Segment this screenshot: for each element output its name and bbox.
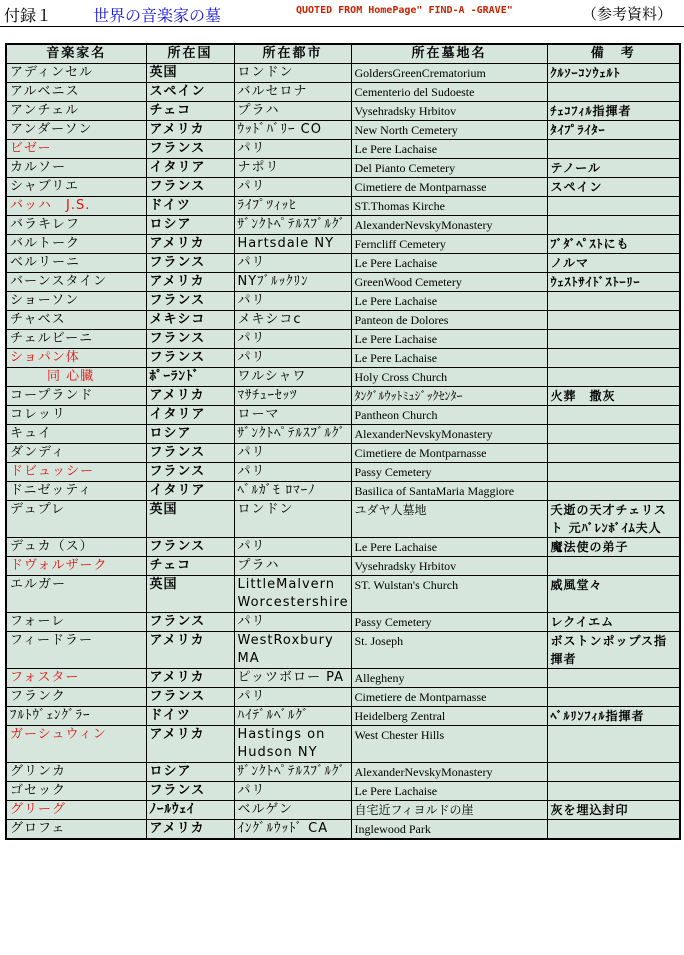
note-cell (547, 820, 680, 840)
note-cell (547, 688, 680, 707)
note-cell (547, 311, 680, 330)
city-cell: ﾗｲﾌﾟﾂｨｯﾋ (234, 197, 351, 216)
city-cell: パリ (234, 330, 351, 349)
note-cell (547, 463, 680, 482)
city-cell: パリ (234, 178, 351, 197)
city-cell: ﾏｻﾁｭｰｾｯﾂ (234, 387, 351, 406)
country-cell: 英国 (146, 501, 234, 538)
table-row (6, 501, 680, 538)
country-cell: アメリカ (146, 121, 234, 140)
cemetery-cell: Pantheon Church (351, 406, 547, 425)
composer-cell: コープランド (6, 387, 146, 406)
city-cell: ロンドン (234, 64, 351, 83)
note-cell (547, 349, 680, 368)
city-cell: パリ (234, 782, 351, 801)
table-row (6, 311, 680, 330)
cemetery-cell: Le Pere Lachaise (351, 538, 547, 557)
source-credit: QUOTED FROM HomePage" FIND-A -GRAVE" (296, 5, 513, 16)
cemetery-cell: ST. Wulstan's Church (351, 576, 547, 613)
table-row (6, 235, 680, 254)
note-cell: 灰を埋込封印 (547, 801, 680, 820)
composer-cell: ビゼー (6, 140, 146, 159)
column-header-composer: 音楽家名 (6, 44, 146, 64)
note-cell: 威風堂々 (547, 576, 680, 613)
cemetery-cell: ユダヤ人墓地 (351, 501, 547, 538)
page-header (0, 0, 684, 27)
composer-cell: エルガー (6, 576, 146, 613)
table-row (6, 64, 680, 83)
composer-cell: アルベニス (6, 83, 146, 102)
country-cell: アメリカ (146, 273, 234, 292)
composer-cell: グロフェ (6, 820, 146, 840)
country-cell: メキシコ (146, 311, 234, 330)
city-cell: メキシコc (234, 311, 351, 330)
graves-table-wrapper (5, 43, 679, 840)
table-row (6, 444, 680, 463)
composer-cell: フランク (6, 688, 146, 707)
city-cell: パリ (234, 463, 351, 482)
column-header-cemetery: 所在墓地名 (351, 44, 547, 64)
country-cell: ドイツ (146, 707, 234, 726)
city-cell: プラハ (234, 557, 351, 576)
country-cell: アメリカ (146, 632, 234, 669)
reference-label: （参考資料） (582, 5, 673, 23)
note-cell (547, 425, 680, 444)
note-cell (547, 782, 680, 801)
country-cell: フランス (146, 444, 234, 463)
city-cell: バルセロナ (234, 83, 351, 102)
city-cell: パリ (234, 688, 351, 707)
composer-cell: フォスター (6, 669, 146, 688)
country-cell: フランス (146, 463, 234, 482)
cemetery-cell: Panteon de Dolores (351, 311, 547, 330)
country-cell: フランス (146, 688, 234, 707)
table-row (6, 688, 680, 707)
city-cell: ベルゲン (234, 801, 351, 820)
cemetery-cell: ST.Thomas Kirche (351, 197, 547, 216)
table-row (6, 368, 680, 387)
country-cell: チェコ (146, 102, 234, 121)
composer-cell: ﾌﾙﾄｳﾞｪﾝｸﾞﾗｰ (6, 707, 146, 726)
table-row (6, 820, 680, 840)
page-title: 世界の音楽家の墓 (93, 6, 222, 25)
composer-cell: ドニゼッティ (6, 482, 146, 501)
column-header-city: 所在都市 (234, 44, 351, 64)
composer-cell: フィードラー (6, 632, 146, 669)
country-cell: アメリカ (146, 726, 234, 763)
country-cell: イタリア (146, 482, 234, 501)
country-cell: フランス (146, 782, 234, 801)
cemetery-cell: GreenWood Cemetery (351, 273, 547, 292)
city-cell: Hartsdale NY (234, 235, 351, 254)
note-cell (547, 726, 680, 763)
table-row (6, 349, 680, 368)
note-cell: 夭逝の天才チェリスト 元ﾊﾞﾚﾝﾎﾞｲﾑ夫人 (547, 501, 680, 538)
table-row (6, 273, 680, 292)
country-cell: 英国 (146, 64, 234, 83)
cemetery-cell: Passy Cemetery (351, 613, 547, 632)
table-row (6, 425, 680, 444)
composer-cell: アンチェル (6, 102, 146, 121)
note-cell: ボストンポップス指揮者 (547, 632, 680, 669)
cemetery-cell: Le Pere Lachaise (351, 292, 547, 311)
cemetery-cell: AlexanderNevskyMonastery (351, 763, 547, 782)
composer-cell: バッハ J.S. (6, 197, 146, 216)
city-cell: NYﾌﾞﾙｯｸﾘﾝ (234, 273, 351, 292)
cemetery-cell: AlexanderNevskyMonastery (351, 425, 547, 444)
country-cell: アメリカ (146, 235, 234, 254)
note-cell: ﾀｲﾌﾟﾗｲﾀｰ (547, 121, 680, 140)
cemetery-cell: Le Pere Lachaise (351, 140, 547, 159)
table-row (6, 613, 680, 632)
note-cell (547, 368, 680, 387)
table-row (6, 763, 680, 782)
composer-cell: デュプレ (6, 501, 146, 538)
table-header-row (6, 44, 680, 64)
country-cell: フランス (146, 178, 234, 197)
city-cell: ローマ (234, 406, 351, 425)
country-cell: アメリカ (146, 820, 234, 840)
city-cell: パリ (234, 140, 351, 159)
note-cell: ｳｪｽﾄｻｲﾄﾞｽﾄｰﾘｰ (547, 273, 680, 292)
country-cell: 英国 (146, 576, 234, 613)
column-header-note: 備 考 (547, 44, 680, 64)
note-cell: 魔法使の弟子 (547, 538, 680, 557)
composer-cell: フォーレ (6, 613, 146, 632)
note-cell (547, 140, 680, 159)
cemetery-cell: West Chester Hills (351, 726, 547, 763)
cemetery-cell: Ferncliff Cemetery (351, 235, 547, 254)
cemetery-cell: ﾀﾝｸﾞﾙｳｯﾄﾐｭｼﾞｯｸｾﾝﾀｰ (351, 387, 547, 406)
note-cell: ﾍﾞﾙﾘﾝﾌｨﾙ指揮者 (547, 707, 680, 726)
note-cell (547, 669, 680, 688)
note-cell: 火葬 撒灰 (547, 387, 680, 406)
table-row (6, 292, 680, 311)
table-row (6, 140, 680, 159)
note-cell (547, 216, 680, 235)
country-cell: アメリカ (146, 669, 234, 688)
country-cell: フランス (146, 254, 234, 273)
city-cell: ｳｯﾄﾞﾊﾞﾘｰ CO (234, 121, 351, 140)
cemetery-cell: St. Joseph (351, 632, 547, 669)
cemetery-cell: Vysehradsky Hrbitov (351, 557, 547, 576)
note-cell (547, 292, 680, 311)
composer-cell: ドビュッシー (6, 463, 146, 482)
note-cell (547, 197, 680, 216)
country-cell: スペイン (146, 83, 234, 102)
composer-cell: ガーシュウィン (6, 726, 146, 763)
country-cell: ﾎﾟｰﾗﾝﾄﾞ (146, 368, 234, 387)
cemetery-cell: Passy Cemetery (351, 463, 547, 482)
city-cell: ロンドン (234, 501, 351, 538)
table-row (6, 463, 680, 482)
table-row (6, 557, 680, 576)
note-cell: ｸﾙｿｰｺﾝｳｪﾙﾄ (547, 64, 680, 83)
composer-cell: コレッリ (6, 406, 146, 425)
cemetery-cell: AlexanderNevskyMonastery (351, 216, 547, 235)
cemetery-cell: Cimetiere de Montparnasse (351, 178, 547, 197)
composer-cell: ショーソン (6, 292, 146, 311)
composer-cell: カルソー (6, 159, 146, 178)
cemetery-cell: 自宅近フィヨルドの崖 (351, 801, 547, 820)
city-cell: パリ (234, 444, 351, 463)
note-cell: ﾁｪｺﾌｨﾙ指揮者 (547, 102, 680, 121)
table-row (6, 801, 680, 820)
note-cell: ﾌﾞﾀﾞﾍﾟｽﾄにも (547, 235, 680, 254)
table-row (6, 387, 680, 406)
country-cell: フランス (146, 140, 234, 159)
note-cell (547, 763, 680, 782)
city-cell: ｻﾞﾝｸﾄﾍﾟﾃﾙｽﾌﾞﾙｸﾞ (234, 763, 351, 782)
table-row (6, 707, 680, 726)
table-row (6, 576, 680, 613)
country-cell: ロシア (146, 216, 234, 235)
city-cell: パリ (234, 613, 351, 632)
cemetery-cell: Basilica of SantaMaria Maggiore (351, 482, 547, 501)
country-cell: イタリア (146, 406, 234, 425)
table-row (6, 782, 680, 801)
city-cell: パリ (234, 349, 351, 368)
cemetery-cell: Cimetiere de Montparnasse (351, 688, 547, 707)
country-cell: フランス (146, 349, 234, 368)
city-cell: ｻﾞﾝｸﾄﾍﾟﾃﾙｽﾌﾞﾙｸﾞ (234, 216, 351, 235)
table-row (6, 83, 680, 102)
country-cell: ロシア (146, 425, 234, 444)
composer-cell: デュカ（ス） (6, 538, 146, 557)
note-cell: テノール (547, 159, 680, 178)
country-cell: フランス (146, 330, 234, 349)
composer-cell: グリーグ (6, 801, 146, 820)
cemetery-cell: Holy Cross Church (351, 368, 547, 387)
cemetery-cell: Cementerio del Sudoeste (351, 83, 547, 102)
table-row (6, 216, 680, 235)
note-cell (547, 482, 680, 501)
table-row (6, 632, 680, 669)
cemetery-cell: Inglewood Park (351, 820, 547, 840)
composer-cell: チェルビーニ (6, 330, 146, 349)
table-row (6, 197, 680, 216)
table-row (6, 482, 680, 501)
note-cell (547, 444, 680, 463)
column-header-country: 所在国 (146, 44, 234, 64)
composer-cell: バーンスタイン (6, 273, 146, 292)
city-cell: WestRoxbury MA (234, 632, 351, 669)
composer-cell: 同 心臓 (6, 368, 146, 387)
country-cell: フランス (146, 613, 234, 632)
graves-table (5, 43, 681, 840)
composer-cell: アンダーソン (6, 121, 146, 140)
note-cell (547, 330, 680, 349)
table-row (6, 330, 680, 349)
city-cell: ナポリ (234, 159, 351, 178)
cemetery-cell: Le Pere Lachaise (351, 330, 547, 349)
composer-cell: チャベス (6, 311, 146, 330)
city-cell: ワルシャワ (234, 368, 351, 387)
cemetery-cell: Del Pianto Cemetery (351, 159, 547, 178)
composer-cell: アディンセル (6, 64, 146, 83)
cemetery-cell: Le Pere Lachaise (351, 349, 547, 368)
note-cell: ノルマ (547, 254, 680, 273)
table-row (6, 254, 680, 273)
composer-cell: シャブリエ (6, 178, 146, 197)
composer-cell: ダンディ (6, 444, 146, 463)
cemetery-cell: Cimetiere de Montparnasse (351, 444, 547, 463)
country-cell: チェコ (146, 557, 234, 576)
note-cell (547, 557, 680, 576)
table-row (6, 538, 680, 557)
composer-cell: ドヴォルザーク (6, 557, 146, 576)
composer-cell: ショパン体 (6, 349, 146, 368)
composer-cell: バラキレフ (6, 216, 146, 235)
table-row (6, 406, 680, 425)
table-row (6, 669, 680, 688)
city-cell: ピッツボロー PA (234, 669, 351, 688)
cemetery-cell: Heidelberg Zentral (351, 707, 547, 726)
country-cell: ドイツ (146, 197, 234, 216)
country-cell: イタリア (146, 159, 234, 178)
city-cell: ｲﾝｸﾞﾙｳｯﾄﾞ CA (234, 820, 351, 840)
cemetery-cell: Le Pere Lachaise (351, 782, 547, 801)
cemetery-cell: New North Cemetery (351, 121, 547, 140)
city-cell: Hastings on Hudson NY (234, 726, 351, 763)
table-row (6, 178, 680, 197)
cemetery-cell: Le Pere Lachaise (351, 254, 547, 273)
city-cell: LittleMalvern Worcestershire (234, 576, 351, 613)
note-cell (547, 83, 680, 102)
country-cell: フランス (146, 538, 234, 557)
composer-cell: ゴセック (6, 782, 146, 801)
table-row (6, 159, 680, 178)
cemetery-cell: Allegheny (351, 669, 547, 688)
cemetery-cell: GoldersGreenCrematorium (351, 64, 547, 83)
country-cell: ロシア (146, 763, 234, 782)
composer-cell: バルトーク (6, 235, 146, 254)
composer-cell: グリンカ (6, 763, 146, 782)
city-cell: パリ (234, 254, 351, 273)
note-cell: スペイン (547, 178, 680, 197)
table-row (6, 121, 680, 140)
country-cell: アメリカ (146, 387, 234, 406)
composer-cell: キュイ (6, 425, 146, 444)
country-cell: ﾉｰﾙｳｪｲ (146, 801, 234, 820)
city-cell: パリ (234, 292, 351, 311)
city-cell: プラハ (234, 102, 351, 121)
city-cell: ﾊｲﾃﾞﾙﾍﾞﾙｸﾞ (234, 707, 351, 726)
country-cell: フランス (146, 292, 234, 311)
table-row (6, 102, 680, 121)
composer-cell: ベルリーニ (6, 254, 146, 273)
note-cell (547, 406, 680, 425)
city-cell: ﾍﾞﾙｶﾞﾓ ﾛﾏｰﾉ (234, 482, 351, 501)
table-row (6, 726, 680, 763)
city-cell: ｻﾞﾝｸﾄﾍﾟﾃﾙｽﾌﾞﾙｸﾞ (234, 425, 351, 444)
cemetery-cell: Vysehradsky Hrbitov (351, 102, 547, 121)
note-cell: レクイエム (547, 613, 680, 632)
appendix-label: 付録１ (4, 6, 53, 25)
city-cell: パリ (234, 538, 351, 557)
